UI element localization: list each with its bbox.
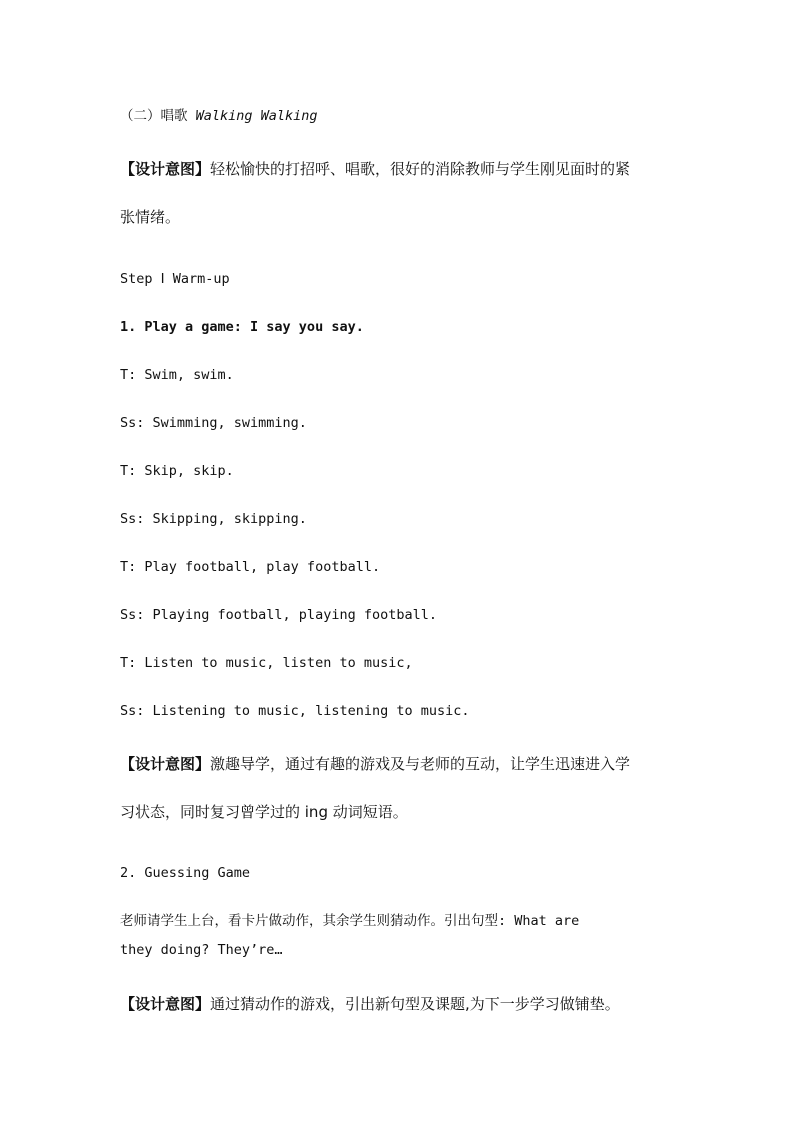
design-intent-1-line1 [120, 160, 630, 178]
dialogue-line: Ss: Playing football, playing football. [120, 607, 437, 623]
activity-2-text-line1: 老师请学生上台，看卡片做动作，其余学生则猜动作。引出句型: What are [120, 913, 580, 929]
design-intent-2-line2: 习状态，同时复习曾学过的 ing 动词短语。 [120, 803, 408, 821]
design-intent-tag: 【设计意图】 [120, 995, 211, 1013]
activity-2-text-line2: they doing? They’re… [120, 942, 283, 958]
activity-2-title: 2. Guessing Game [120, 865, 251, 881]
dialogue-line: T: Skip, skip. [120, 463, 234, 479]
design-intent-text: 轻松愉快的打招呼、唱歌，很好的消除教师与学生刚见面时的紧 [210, 160, 631, 178]
dialogue-line: T: Listen to music, listen to music, [120, 655, 413, 671]
design-intent-tag: 【设计意图】 [120, 755, 211, 773]
section-heading-prefix: （二）唱歌 [120, 108, 188, 124]
dialogue-line: T: Swim, swim. [120, 367, 234, 383]
design-intent-1-line2: 张情绪。 [120, 208, 181, 226]
design-intent-text: 通过猜动作的游戏，引出新句型及课题,为下一步学习做铺垫。 [210, 995, 620, 1013]
dialogue-line: Ss: Swimming, swimming. [120, 415, 307, 431]
design-intent-2-line1 [120, 755, 630, 773]
step-title: Step Ⅰ Warm-up [120, 271, 230, 287]
dialogue-line: Ss: Listening to music, listening to music. [120, 703, 470, 719]
section-heading [120, 107, 318, 125]
design-intent-3 [120, 995, 620, 1013]
activity-1-title: 1. Play a game: I say you say. [120, 319, 364, 335]
song-title: Walking Walking [195, 108, 318, 124]
design-intent-tag: 【设计意图】 [120, 160, 211, 178]
dialogue-line: Ss: Skipping, skipping. [120, 511, 307, 527]
dialogue-line: T: Play football, play football. [120, 559, 381, 575]
design-intent-text: 激趣导学，通过有趣的游戏及与老师的互动，让学生迅速进入学 [210, 755, 631, 773]
